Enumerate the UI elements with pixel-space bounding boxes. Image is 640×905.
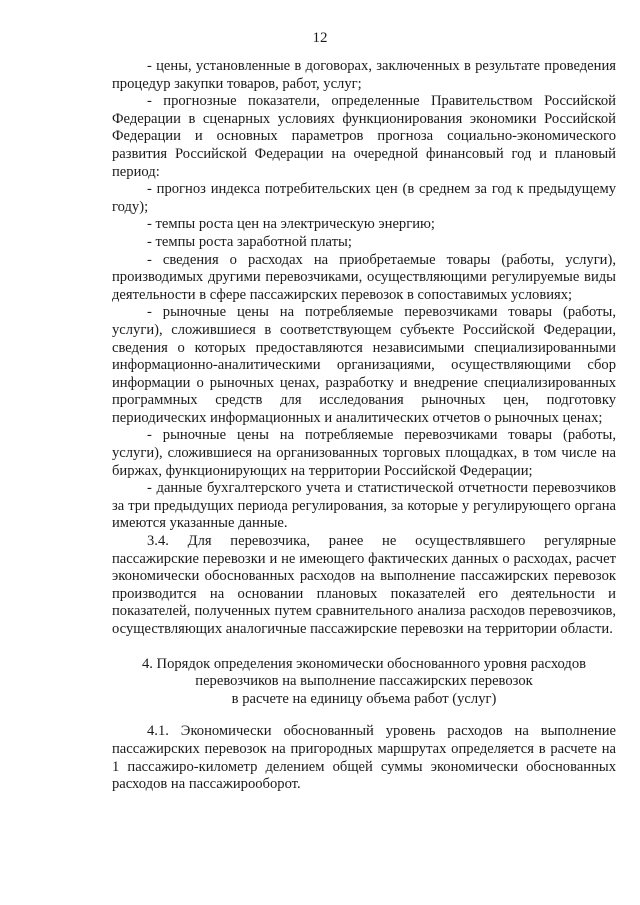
paragraph: - цены, установленные в договорах, заключенных в результате проведения процедур закупки товаров, работ, услуг; bbox=[112, 58, 616, 92]
page-number: 12 bbox=[312, 30, 328, 46]
paragraph: - прогноз индекса потребительских цен (в среднем за год к предыдущему году); bbox=[112, 181, 616, 215]
section-heading bbox=[112, 656, 616, 709]
paragraph: - темпы роста заработной платы; bbox=[147, 233, 352, 250]
paragraph: - рыночные цены на потребляемые перевозчиками товары (работы, услуги), сложившиеся на организованных торговых площадках, в том числе на биржах, функционирующих на территории Российской Федерации; bbox=[112, 427, 616, 479]
document-body bbox=[112, 58, 616, 794]
paragraph: - данные бухгалтерского учета и статистической отчетности перевозчиков за три предыдущих периода регулирования, за которые у регулирующего органа имеются указанные данные. bbox=[112, 480, 616, 532]
paragraph: - сведения о расходах на приобретаемые товары (работы, услуги), производимых другими перевозчиками, осуществляющими регулируемые виды деятельности в сфере пассажирских перевозок в сопоставимых условиях; bbox=[112, 251, 616, 303]
paragraph: - прогнозные показатели, определенные Правительством Российской Федерации в сценарных условиях функционирования экономики Российской Федерации и основных параметров прогноза социально-экономического развития Российской Федерации на очередной финансовый год и плановый период: bbox=[112, 93, 616, 180]
paragraph: - темпы роста цен на электрическую энергию; bbox=[147, 216, 435, 233]
paragraph: - рыночные цены на потребляемые перевозчиками товары (работы, услуги), сложившиеся в соответствующем субъекте Российской Федерации, сведения о которых предоставляются независимыми специализированными информационно-аналитическими организациями, осуществляющими сбор информации о рыночных ценах, разработку и внедрение специализированных программных средств для исследования рыночных цен, подготовку периодических информационных и аналитических отчетов о рыночных ценах; bbox=[112, 304, 616, 426]
section-heading-line: в расчете на единицу объема работ (услуг) bbox=[231, 690, 497, 707]
paragraph: 3.4. Для перевозчика, ранее не осуществлявшего регулярные пассажирские перевозки и не имеющего фактических данных о расходах, расчет экономически обоснованных расходов на выполнение пассажирских перевозок производится на основании плановых показателей его деятельности и показателей, полученных путем сравнительного анализа расходов перевозчиков, осуществляющих аналогичные пассажирские перевозки на территории области. bbox=[112, 533, 616, 637]
section-heading-line: 4. Порядок определения экономически обоснованного уровня расходов bbox=[141, 655, 587, 672]
section-heading-line: перевозчиков на выполнение пассажирских перевозок bbox=[195, 673, 533, 690]
paragraph: 4.1. Экономически обоснованный уровень расходов на выполнение пассажирских перевозок на пригородных маршрутах определяется в расчете на 1 пассажиро-километр делением общей суммы экономически обоснованных расходов на пассажирооборот. bbox=[112, 723, 616, 793]
